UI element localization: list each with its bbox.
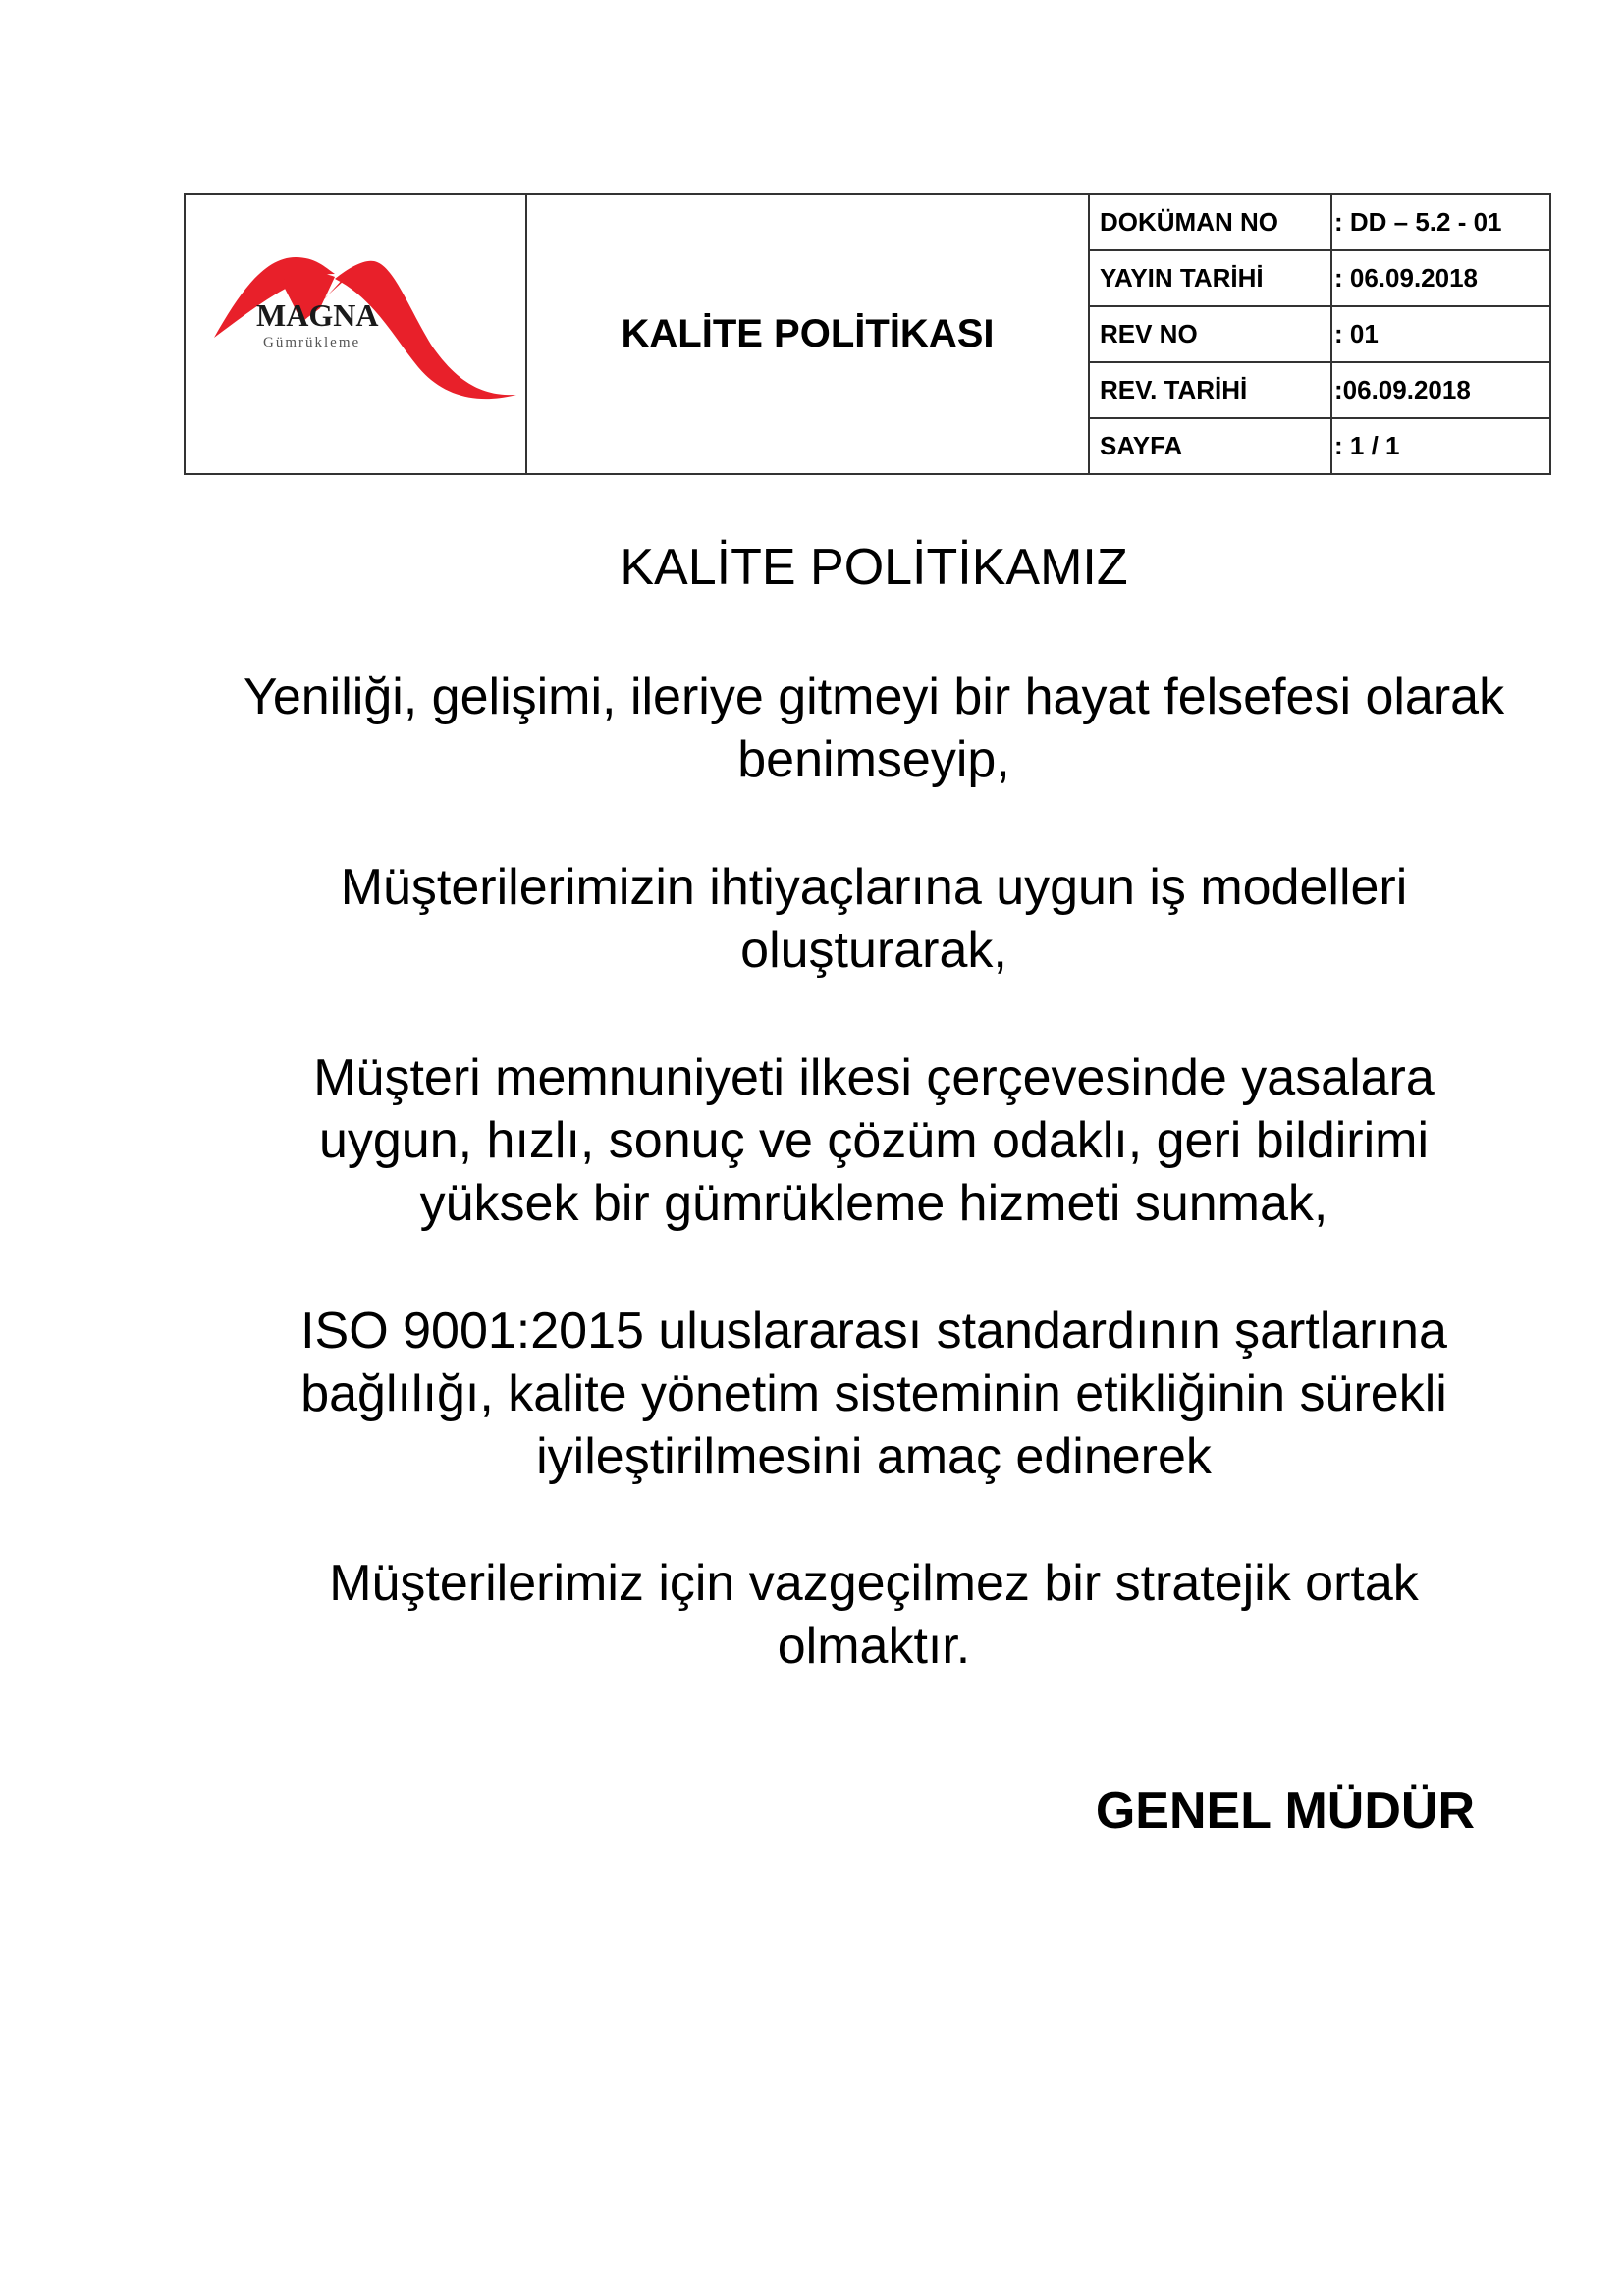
document-header-table [184, 193, 1551, 475]
paragraph-line: iyileştirilmesini amaç edinerek [536, 1428, 1212, 1485]
meta-label-rev-date: REV. TARİHİ [1089, 362, 1331, 418]
meta-value-publish-date: : 06.09.2018 [1331, 250, 1550, 306]
paragraph-line: Müşterilerimizin ihtiyaçlarına uygun iş modelleri [340, 859, 1408, 916]
paragraph-line: bağlılığı, kalite yönetim sisteminin etikliğinin sürekli [300, 1365, 1447, 1422]
meta-value-rev-no: : 01 [1331, 306, 1550, 362]
paragraph-line: benimseyip, [737, 731, 1010, 788]
meta-value-page: : 1 / 1 [1331, 418, 1550, 474]
paragraph-line: yüksek bir gümrükleme hizmeti sunmak, [419, 1175, 1328, 1232]
signature-title: GENEL MÜDÜR [1095, 1783, 1475, 1840]
paragraph-line: Müşterilerimiz için vazgeçilmez bir stratejik ortak [329, 1555, 1419, 1612]
paragraph-line: uygun, hızlı, sonuç ve çözüm odaklı, geri bildirimi [318, 1112, 1430, 1169]
magna-logo [212, 249, 516, 406]
logo-cell [185, 194, 526, 474]
paragraph-line: oluşturarak, [740, 922, 1007, 979]
meta-label-document-no: DOKÜMAN NO [1089, 194, 1331, 250]
meta-value-rev-date: :06.09.2018 [1331, 362, 1550, 418]
paragraph-line: ISO 9001:2015 uluslararası standardının şartlarına [300, 1303, 1447, 1360]
paragraph-line: olmaktır. [777, 1618, 971, 1675]
policy-paragraph [147, 666, 1600, 791]
paragraph-line: Yeniliği, gelişimi, ileriye gitmeyi bir hayat felsefesi olarak [243, 668, 1505, 725]
policy-paragraph [147, 856, 1600, 982]
meta-label-page: SAYFA [1089, 418, 1331, 474]
meta-label-publish-date: YAYIN TARİHİ [1089, 250, 1331, 306]
svg-text:Gümrükleme: Gümrükleme [263, 335, 361, 350]
document-title: KALİTE POLİTİKASI [526, 194, 1089, 474]
paragraph-line: Müşteri memnuniyeti ilkesi çerçevesinde yasalara [313, 1049, 1435, 1106]
meta-value-document-no: : DD – 5.2 - 01 [1331, 194, 1550, 250]
policy-paragraph [147, 1300, 1600, 1488]
svg-text:MAGNA: MAGNA [256, 297, 379, 333]
policy-paragraph [147, 1552, 1600, 1678]
policy-heading: KALİTE POLİTİKAMIZ [620, 539, 1128, 596]
policy-paragraph [147, 1046, 1600, 1235]
meta-label-rev-no: REV NO [1089, 306, 1331, 362]
